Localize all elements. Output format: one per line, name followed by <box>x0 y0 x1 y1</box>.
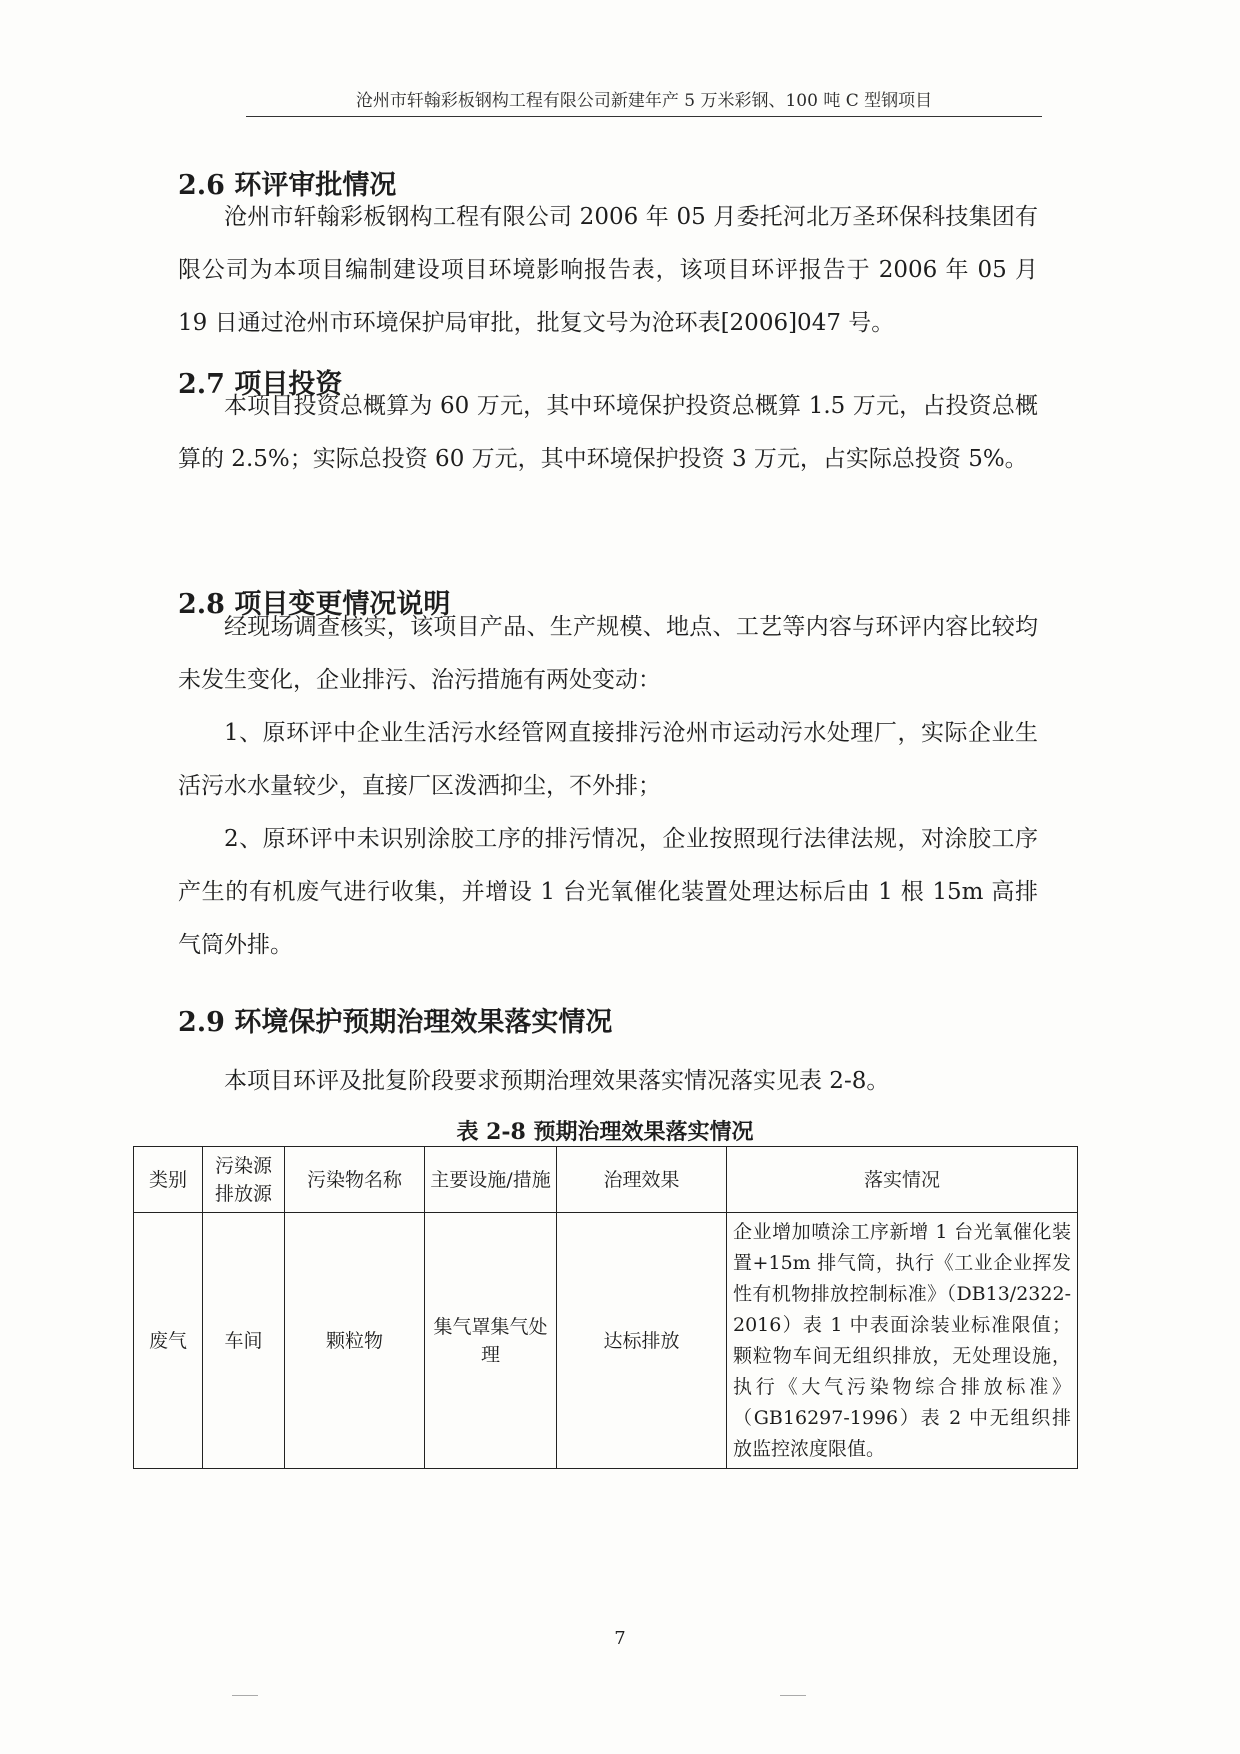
paragraph-investment: 本项目投资总概算为 60 万元，其中环境保护投资总概算 1.5 万元，占投资总概算的 2.5%；实际总投资 60 万元，其中环境保护投资 3 万元，占实际总投资 5%。 <box>178 393 1038 472</box>
table-row <box>134 1213 1078 1469</box>
page-number: 7 <box>614 1628 626 1649</box>
cell-effect: 达标排放 <box>557 1213 727 1469</box>
paragraph-approval: 沧州市轩翰彩板钢构工程有限公司 2006 年 05 月委托河北万圣环保科技集团有限公司为本项目编制建设项目环境影响报告表，该项目环评报告于 2006 年 05 月 19 日通过沧州市环境保护局审批，批复文号为沧环表[2006]047 号。 <box>178 204 1038 336</box>
paragraph-change-1: 1、原环评中企业生活污水经管网直接排污沧州市运动污水处理厂，实际企业生活污水水量较少，直接厂区泼洒抑尘，不外排； <box>178 720 1038 799</box>
paragraph-table-ref: 本项目环评及批复阶段要求预期治理效果落实情况落实见表 2-8。 <box>224 1068 890 1094</box>
header-implementation: 落实情况 <box>727 1147 1078 1213</box>
running-header: 沧州市轩翰彩板钢构工程有限公司新建年产 5 万米彩钢、100 吨 C 型钢项目 <box>355 91 933 111</box>
cell-implementation: 企业增加喷涂工序新增 1 台光氧催化装置+15m 排气筒，执行《工业企业挥发性有机物排放控制标准》（DB13/2322-2016）表 1 中表面涂装业标准限值；颗粒物车间无组织排放，无处理设施，执行《大气污染物综合排放标准》（GB16297-1996）表 2 中无组织排放监控浓度限值。 <box>727 1213 1078 1469</box>
cell-facility: 集气罩集气处理 <box>425 1213 557 1469</box>
table-header-row <box>134 1147 1078 1213</box>
header-rule <box>246 116 1042 117</box>
paragraph-change-2: 2、原环评中未识别涂胶工序的排污情况，企业按照现行法律法规，对涂胶工序产生的有机废气进行收集，并增设 1 台光氧催化装置处理达标后由 1 根 15m 高排气筒外排。 <box>178 826 1038 958</box>
cell-source: 车间 <box>203 1213 285 1469</box>
paragraph-change-intro: 经现场调查核实，该项目产品、生产规模、地点、工艺等内容与环评内容比较均未发生变化，企业排污、治污措施有两处变动： <box>178 614 1038 693</box>
heading-2-7: 2.7 项目投资 <box>178 369 343 400</box>
results-table <box>133 1146 1078 1469</box>
scan-mark-right <box>780 1695 806 1696</box>
heading-2-9: 2.9 环境保护预期治理效果落实情况 <box>178 1007 613 1038</box>
cell-pollutant: 颗粒物 <box>285 1213 425 1469</box>
heading-2-8: 2.8 项目变更情况说明 <box>178 589 451 620</box>
heading-2-6: 2.6 环评审批情况 <box>178 170 397 201</box>
scan-mark-left <box>232 1695 258 1696</box>
table-caption: 表 2-8 预期治理效果落实情况 <box>456 1119 754 1145</box>
header-facility: 主要设施/措施 <box>425 1147 557 1213</box>
header-effect: 治理效果 <box>557 1147 727 1213</box>
cell-category: 废气 <box>134 1213 203 1469</box>
header-source: 污染源排放源 <box>203 1147 285 1213</box>
header-pollutant: 污染物名称 <box>285 1147 425 1213</box>
header-category: 类别 <box>134 1147 203 1213</box>
